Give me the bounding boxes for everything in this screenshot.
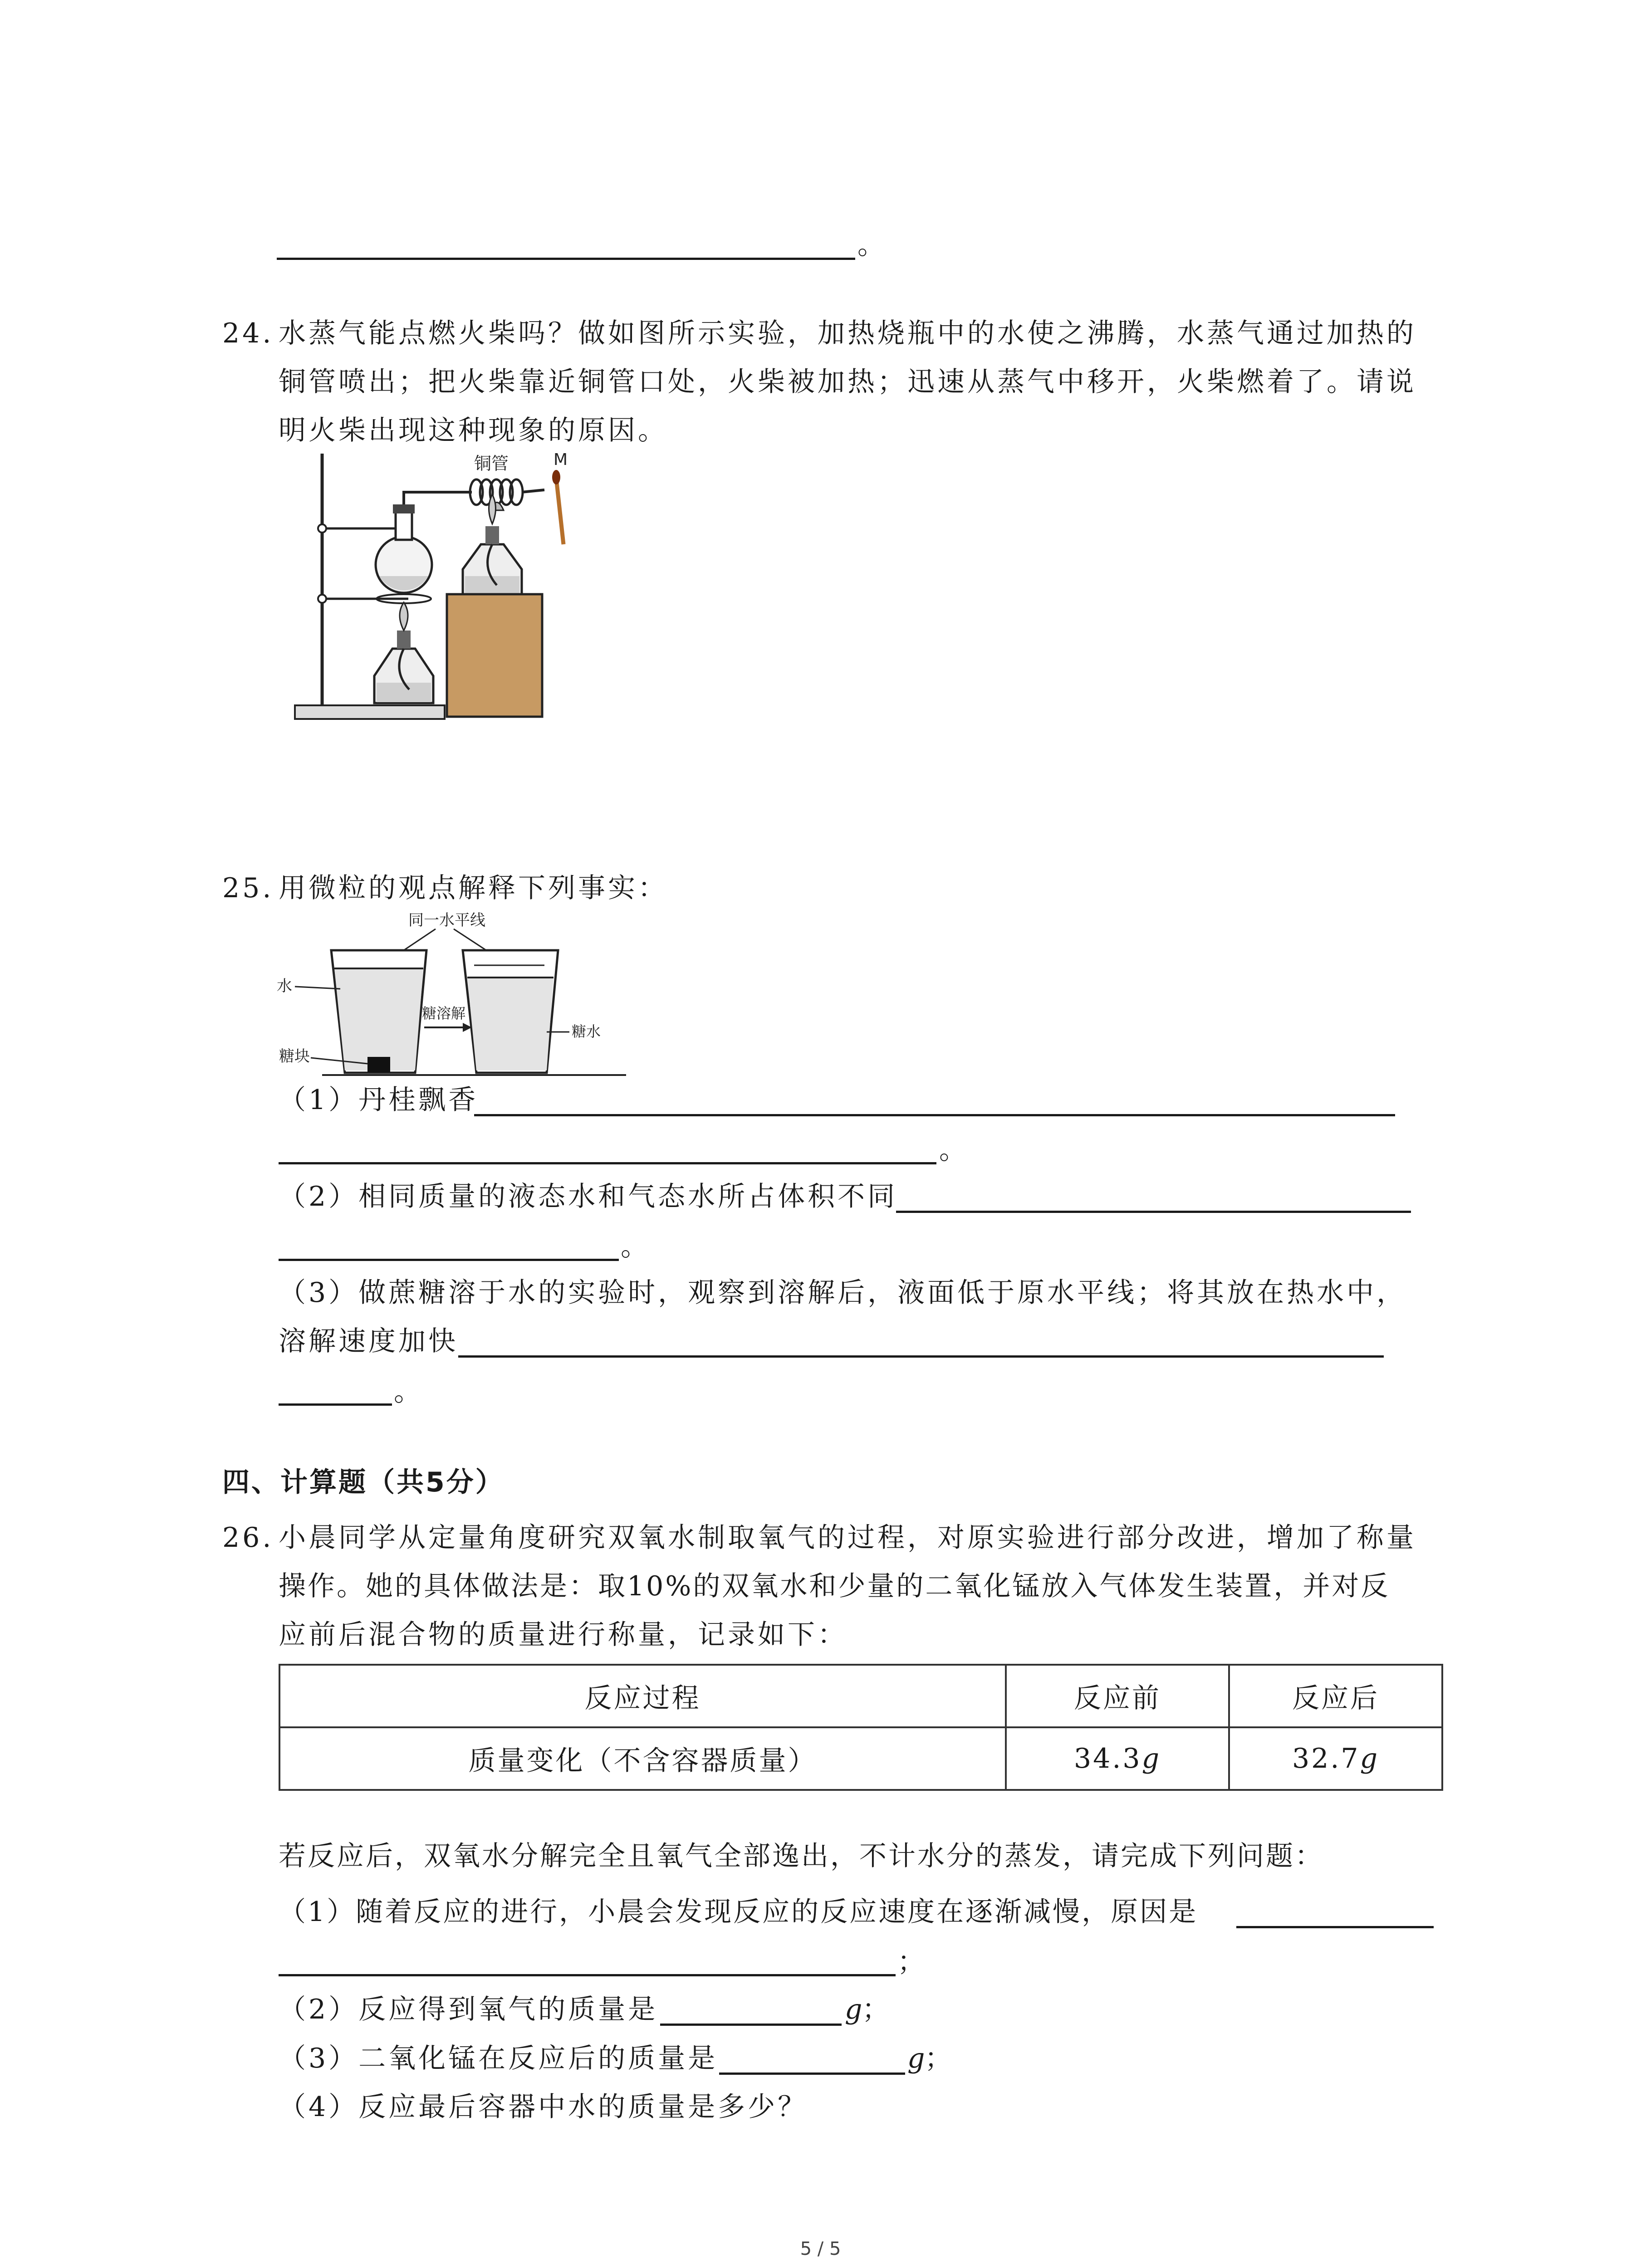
steam-experiment-figure xyxy=(290,449,576,730)
table-row-label: 质量变化（不含容器质量） xyxy=(279,1727,1006,1790)
q26-number: 26. xyxy=(222,1522,274,1554)
label-sugar-cube: 糖块 xyxy=(279,1047,310,1066)
q25-sub2: （2）相同质量的液态水和气态水所占体积不同 xyxy=(279,1181,898,1212)
table-header-after: 反应后 xyxy=(1229,1665,1442,1727)
q26-part3: （3）二氧化锰在反应后的质量是 xyxy=(279,2043,718,2074)
label-water: 水 xyxy=(277,977,292,995)
answer-blank-26-2[interactable] xyxy=(660,2024,842,2026)
q26-line2: 操作。她的具体做法是：取10%的双氧水和少量的二氧化锰放入气体发生装置，并对反 xyxy=(279,1570,1390,1602)
q26-line3: 应前后混合物的质量进行称量，记录如下： xyxy=(279,1619,847,1651)
q26-part4: （4）反应最后容器中水的质量是多少？ xyxy=(279,2091,808,2123)
label-match-m: M xyxy=(554,450,568,469)
table-header-before: 反应前 xyxy=(1006,1665,1229,1727)
period: 。 xyxy=(394,1376,421,1408)
answer-blank-25-1b[interactable] xyxy=(279,1162,936,1164)
period: 。 xyxy=(621,1231,648,1262)
q26-line1: 小晨同学从定量角度研究双氧水制取氧气的过程，对原实验进行部分改进，增加了称量 xyxy=(279,1522,1416,1554)
answer-blank-25-2b[interactable] xyxy=(279,1259,619,1261)
section-title: 四、计算题（共5分） xyxy=(222,1466,505,1498)
unit-g: g xyxy=(845,1994,862,2025)
semicolon: ； xyxy=(925,2043,952,2074)
value-after: 32.7 xyxy=(1292,1743,1360,1774)
q25-sub1: （1）丹桂飘香 xyxy=(279,1084,479,1116)
q26-part2: （2）反应得到氧气的质量是 xyxy=(279,1994,658,2025)
sugar-dissolve-figure xyxy=(272,907,626,1080)
q26-part1: （1）随着反应的进行，小晨会发现反应的反应速度在逐渐减慢，原因是 xyxy=(279,1896,1198,1928)
table-cell-after xyxy=(1229,1727,1442,1790)
semicolon: ； xyxy=(897,1946,925,1978)
q24-line2: 铜管喷出；把火柴靠近铜管口处，火柴被加热；迅速从蒸气中移开，火柴燃着了。请说 xyxy=(279,366,1416,398)
answer-blank-25-3b[interactable] xyxy=(279,1403,392,1406)
table-row xyxy=(279,1727,1442,1790)
label-same-level: 同一水平线 xyxy=(408,911,485,929)
answer-blank-25-1a[interactable] xyxy=(474,1114,1395,1116)
answer-blank-23[interactable] xyxy=(277,258,855,260)
q25-sub3-line1: （3）做蔗糖溶于水的实验时，观察到溶解后，液面低于原水平线；将其放在热水中， xyxy=(279,1277,1407,1309)
period: 。 xyxy=(939,1134,966,1166)
page-number: 5 / 5 xyxy=(800,2239,841,2259)
unit-g: g xyxy=(1360,1743,1379,1774)
q24-line3: 明火柴出现这种现象的原因。 xyxy=(279,415,668,446)
table-cell-before xyxy=(1006,1727,1229,1790)
label-dissolve: 糖溶解 xyxy=(422,1005,466,1022)
unit-g: g xyxy=(1141,1743,1161,1774)
answer-blank-26-1a[interactable] xyxy=(1236,1926,1434,1928)
value-before: 34.3 xyxy=(1073,1743,1142,1774)
q24-line1: 水蒸气能点燃火柴吗？做如图所示实验，加热烧瓶中的水使之沸腾，水蒸气通过加热的 xyxy=(279,318,1416,349)
q24-number: 24. xyxy=(222,318,274,349)
period: 。 xyxy=(857,229,885,261)
unit-g: g xyxy=(907,2043,925,2074)
table-header-process: 反应过程 xyxy=(279,1665,1006,1727)
answer-blank-25-3a[interactable] xyxy=(458,1355,1384,1358)
label-copper-tube: 铜管 xyxy=(474,454,509,474)
label-sugar-water: 糖水 xyxy=(572,1023,601,1040)
q25-number: 25. xyxy=(222,872,274,904)
answer-blank-26-3[interactable] xyxy=(719,2072,905,2075)
semicolon: ； xyxy=(862,1994,889,2025)
q25-sub3-line2: 溶解速度加快 xyxy=(279,1325,458,1357)
q26-intro: 若反应后，双氧水分解完全且氧气全部逸出，不计水分的蒸发，请完成下列问题： xyxy=(279,1840,1324,1872)
q25-title: 用微粒的观点解释下列事实： xyxy=(279,872,668,904)
mass-table xyxy=(279,1664,1443,1791)
table-row xyxy=(279,1665,1442,1727)
answer-blank-25-2a[interactable] xyxy=(896,1211,1411,1213)
answer-blank-26-1b[interactable] xyxy=(279,1974,896,1976)
